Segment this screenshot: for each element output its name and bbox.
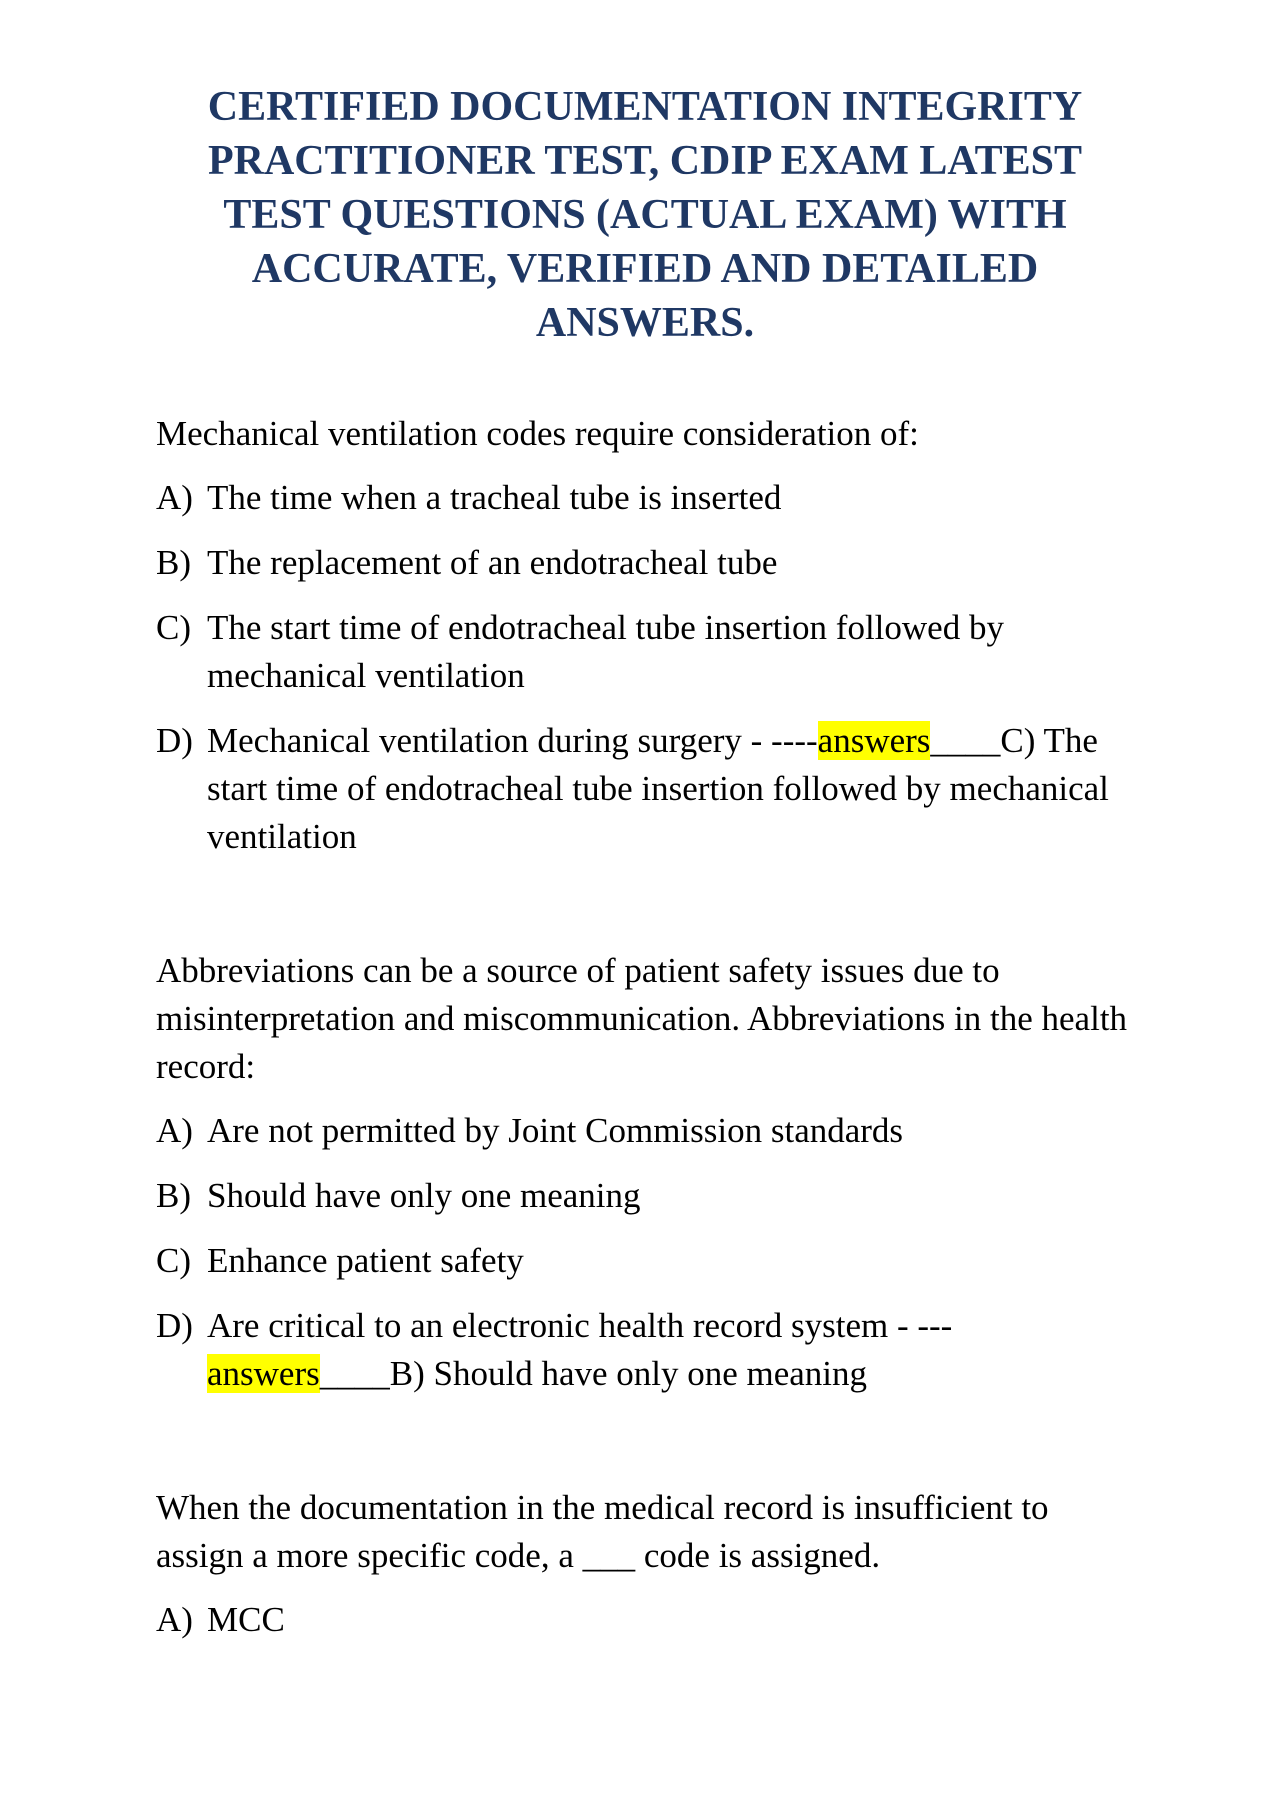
option-text: Are not permitted by Joint Commission standards xyxy=(207,1111,904,1150)
question-text: When the documentation in the medical record is insufficient to assign a more specific code, a ___ code is assigned. xyxy=(156,1488,1049,1575)
title-line: ANSWERS. xyxy=(535,300,755,346)
option-a xyxy=(156,1596,1136,1644)
option-letter: C) xyxy=(156,1241,191,1280)
title-line: CERTIFIED DOCUMENTATION INTEGRITY xyxy=(207,84,1083,130)
answer-marker-highlight: answers xyxy=(207,1354,320,1393)
question-text: Mechanical ventilation codes require consideration of: xyxy=(156,414,919,453)
answer-text: ____B) Should have only one meaning xyxy=(319,1354,868,1393)
answer-text: ____C) The start time of endotracheal tube insertion followed by mechanical ventilation xyxy=(207,721,1109,856)
question-3 xyxy=(156,1484,1136,1661)
option-d xyxy=(156,1302,1136,1398)
title-line: TEST QUESTIONS (ACTUAL EXAM) WITH xyxy=(223,192,1067,238)
option-text: The start time of endotracheal tube insertion followed by mechanical ventilation xyxy=(207,608,1004,695)
option-text: Should have only one meaning xyxy=(207,1176,641,1215)
option-a xyxy=(156,1107,1136,1155)
option-list xyxy=(156,1107,1136,1398)
option-text: Enhance patient safety xyxy=(207,1241,524,1280)
option-text: MCC xyxy=(207,1600,285,1639)
option-text: The replacement of an endotracheal tube xyxy=(207,543,778,582)
option-list xyxy=(156,1596,1136,1644)
question-text: Abbreviations can be a source of patient safety issues due to misinterpretation and miscommunication. Abbreviations in the health record: xyxy=(156,951,1128,1086)
option-c xyxy=(156,1237,1136,1285)
option-letter: B) xyxy=(156,543,191,582)
option-c xyxy=(156,604,1136,700)
option-letter: A) xyxy=(156,1600,193,1639)
option-list xyxy=(156,474,1136,861)
question-2 xyxy=(156,947,1136,1415)
option-a xyxy=(156,474,1136,522)
option-letter: A) xyxy=(156,478,193,517)
option-text: Are critical to an electronic health record system - --- xyxy=(207,1306,953,1345)
option-b xyxy=(156,1172,1136,1220)
option-body xyxy=(207,717,1136,861)
option-text: Mechanical ventilation during surgery - ---- xyxy=(207,721,818,760)
option-b xyxy=(156,539,1136,587)
option-body xyxy=(207,1302,1136,1398)
option-letter: C) xyxy=(156,608,191,647)
title-line: PRACTITIONER TEST, CDIP EXAM LATEST xyxy=(207,138,1083,184)
option-letter: A) xyxy=(156,1111,193,1150)
question-1 xyxy=(156,410,1136,878)
option-text: The time when a tracheal tube is inserted xyxy=(207,478,782,517)
option-letter: D) xyxy=(156,721,193,760)
document-title xyxy=(175,80,1115,350)
title-line: ACCURATE, VERIFIED AND DETAILED xyxy=(251,246,1039,292)
answer-marker-highlight: answers xyxy=(817,721,931,760)
option-letter: B) xyxy=(156,1176,191,1215)
option-d xyxy=(156,717,1136,861)
option-letter: D) xyxy=(156,1306,193,1345)
